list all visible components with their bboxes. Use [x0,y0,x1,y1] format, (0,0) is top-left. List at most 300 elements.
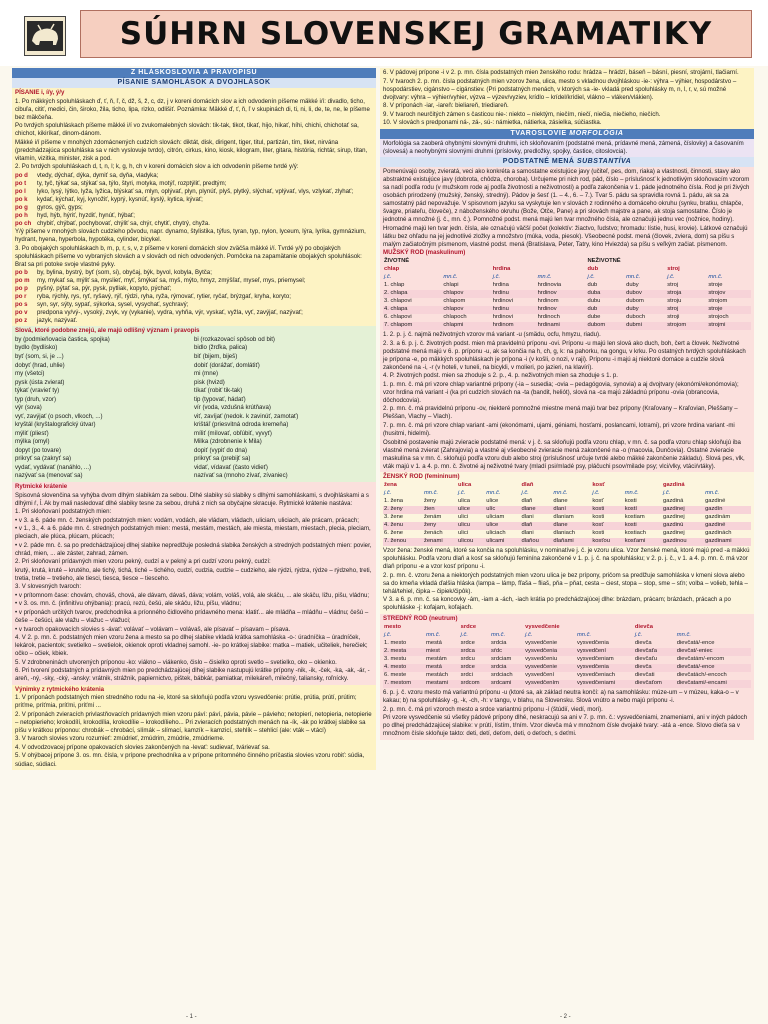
declension-cell: kosti [592,514,605,521]
hard-consonant-list [15,172,373,228]
declension-cell: srdciam [491,656,512,663]
declension-cell: dlaní [552,506,591,514]
rule-key: po s [15,301,28,309]
declension-cell: hrdina [492,282,509,289]
declension-cell: gazdinej [663,514,685,521]
rytmicke-rule-item: 2. Pri skloňovaní prídavných mien vzoru pekný, cudzí a v pekný a pri cudzí vzoru pekný, cudzí: [15,558,271,566]
rule-paragraph: Spisovná slovenčina sa vyhýba dvom dlhým slabikám za sebou. Dlhé slabiky sú slabiky s dlhými samohláskami, s dvojhláskami a s dlhými ŕ, ĺ. Ak by mali nasledovať dlhé slabiky tesne za sebou, druhá z nich sa obyčajne skracuje. Rytmické krátenie nastáva: [15,491,369,507]
declension-cell: dubmi [625,322,666,330]
declension-cell: hrdinov [537,290,587,298]
pattern-name: hrdina [492,266,511,273]
declension-cell: dubom [587,322,626,330]
declension-cell: vysvedčenia [576,664,634,672]
declension-cell: dlaň [520,522,552,530]
declension-cell: srdce [460,664,490,672]
declension-cell: hrdinami [537,322,587,330]
rytmicke-rule-item: 6. Pri tvorení podstatných a prídavných mien po predchádzajúcej dlhej slabike nastupujú krátke prípony -nik, -ik, -ček, -ka, -ak, -ár, -areň, -ný, -sky, -cký, -ansky: vrátnik, strážnik, papiernictvo, pištek, bábkár, pamiatkar, milekáreň, milečný, taliansky, roľnícky. [15,667,370,683]
homonym-i-item: bi (rozkazovací spôsob od bit) [194,335,275,343]
declension-cell: kosť [591,522,623,530]
singular-label: j.č. [384,490,392,497]
declension-cell: mestami [425,680,460,688]
declension-cell: dube [587,314,601,321]
homonym-i-item: pisk (hvizd) [194,378,225,386]
pattern-header-row [383,266,751,274]
declension-cell: srdcia [490,664,524,672]
homonyms-i-column [194,336,373,481]
homonym-y-item: byť (som, si, je ...) [15,353,64,360]
plural-label: mn.č. [426,632,441,639]
homonym-i-item: tíkať (robiť tik-tak) [194,387,243,395]
declension-cell: srdciach [491,672,513,679]
declension-cell: mestám [426,656,447,663]
rule-value: hyd, hýb, hýriť, hyzdiť, hynúť, hýbať; [37,211,135,219]
plural-label: mn.č. [576,632,592,639]
rule-value: my, mykať sa, mýliť sa, myslieť, myť, šmýkať sa, myš, mýto, hmyz, zmýšľať, myseľ, mys, priemysel; [37,277,306,285]
note-item: 4. P. životných podst. mien sa zhoduje s 2. p., 4. p. neživotných mien sa zhoduje s 1. p. [383,372,618,380]
note-item: Pri vzore vysvedčenie sú všetky pádové prípony dlhé, neskracujú sa ani v 7. p. mn. č.: vysvedčeniami, znameniami, ani v iných pádoch po dlhej predchádzajúcej slabike: v prútí, lístím, tŕním. Vzor dievča má v množnom čísle dvojaké tvary: -atá a -ence. Slovo dieťa sa v množnom čísle skloňuje takto: deti, detí, deťom, deti, o deťoch, s deťmi. [383,714,748,738]
homonym-y-item: výr (sova) [15,404,42,412]
declension-cell: kostiam [624,514,645,521]
homonym-i-item: vír (voda, vzdušná krútňava) [194,404,271,412]
declension-cell: 4. mesto [383,664,425,672]
pattern-name: stroj [667,266,680,273]
declension-cell: chlapoch [443,314,467,321]
declension-row [383,322,751,330]
plural-label: mn.č. [676,632,691,639]
declension-cell: stroj [666,306,707,314]
rytmicke-rule-item: • v 3. os. mn. č. (infinitívu ohýbania): pracú, rezú, češú, ale skáču, ližu, píšu, vládnu; [15,600,242,608]
declension-cell: ulice [485,522,520,530]
declension-cell: dlaňou [520,538,552,546]
declension-cell: vysvedčenie [524,664,576,672]
stredny-rod-notes [383,689,751,738]
declension-cell: ženách [423,530,443,537]
pattern-name: kosť [592,482,606,489]
plural-label: mn.č. [626,274,641,281]
declension-cell: strojmi [707,322,751,330]
declension-cell: hrdinovia [537,282,562,289]
rule-value: chybiť, chýbať, pochybovať, chýliť sa, chýr, chytiť, chytrý, chyža. [37,220,210,227]
plural-label: mn.č. [443,274,458,281]
declension-row [383,664,751,672]
rule-key: po v [15,309,28,317]
declension-cell: 2. chlapa [383,290,442,298]
declension-cell: hrdinovi [492,298,513,305]
declension-cell: dlaň [521,498,533,505]
declension-cell: kosti [624,522,662,530]
declension-cell: vysvedčeniami [576,680,634,688]
declension-cell: srdcami [490,680,524,688]
number-header-row [383,632,751,640]
rule-paragraph: 1. Po mäkkých spoluhláskach ď, ť, ň, ľ, č, dž, š, ž, c, dz, j v koreni domácich slov a ich odvodenín píšeme mäkké i/í: divadlo, ticho, cibuľa, citiť, medici, čin, široko, žila, ticho, lipa, rizko, odlišiť. Poznámka: Mäkké ď, ť, ň, ľ v skupinách di, ti, ni, li, de, te, ne, le píšeme bez mäkčeňa. [15,97,370,121]
rytmicke-rule-item: 4. V 2. p. mn. č. podstatných mien vzoru žena a mesto sa po dlhej slabike vkladá krátka samohláska -o-: úradníčka – úradníček, lekárok, pacientok; svetielko – svetielok, okienok oproti vkladnej samohl. -ie- po krátkej slabike: matka – matiek, učiteliek, herečiek; očko – očiek, kbiek. [15,634,368,658]
declension-row [383,298,751,306]
declension-cell: dievčatami/-encami [676,680,751,688]
rule-row [15,204,373,212]
declension-row [383,514,751,522]
declension-cell: dievčaťu [634,656,658,663]
homonym-y-item: pysk (ústa zvierat) [15,378,65,386]
declension-cell: kosti [592,530,605,537]
section-title-tvaroslovie [380,129,754,139]
declension-cell: vysvedčením [524,680,576,688]
note-item: 2. p. mn. č. má pri vzoroch mesto a srdce variantnú príponu -í (štúdií, viedí, mori). [383,705,603,713]
rule-key: po b [15,269,28,277]
declension-cell: stroj [667,282,679,289]
note-item: 2. 3. a 6. p. j. č. životných podst. mien má pravidelnú príponu -ovi. Príponu -u majú len slová ako duch, boh, čert a človek. Neživotné podstatné mená majú v 6. p. príponu -u, ak sa končia na h, ch, g, k: na pahorku, na gongu, v krku. Po ostatných tvrdých spoluhláskach je prípona -e, po mäkkých spoluhláskach je prípona -i (v košli, o nozi, v raji). Príponu -i majú aj niektoré domáce a cudzie slová zakončené na -i, -r (v hoteli, v tuneli, na bicykli, v molieri, po jazieri, na klavíri). [383,339,746,371]
continued-rule-item: 10. V slovách s predponami ná-, zá-, sú-: námietka, nátierka, zásielka, súčiastka. [383,119,602,127]
declension-cell: strojoch [708,314,729,321]
declension-cell: uliciach [486,530,506,537]
singular-label: j.č. [667,274,675,281]
rule-paragraph: Pomenúvajú osoby, zvieratá, veci ako konkréta a samostatne existujúce javy (učiteľ, pes, dom, riaka) a vlastnosti, činnosti, stavy ako abstraktné existujúce javy (dobrota, chôdza, choroba). Určujeme pri nich rod, pád, číslo – príslušnosť k jednotlivým skloňovacím vzorom sa nadí podľa rodu (v mužskom rode aj podľa životnosti a neživotnosti) a podľa zakončenia v 1. páde jednotného čísla. Rod je pri živých osobách prirodzený (mužský, ženský, stredný). Pádov je šesť (1. – 4., 6. – 7.). Tvar 5. pádu sa spravidla rovná 1. pádu, ak sa za samostatný pád nepovažuje. V spisovnom jazyku sa vyskytuje len v slovách z rodinného a domáceho okruhu (synku, bratku, chlapče, švagre, priateľu, človeče), z náboženského okruhu (Bože, Otče, Pane) a pri slovách majstre a pane, ak stoja samostatne. Číslo je jednotné a množné (j. č., mn. č.). Pomnožné podst. mená majú len tvar množného čísla, ale označujú jednu vec (nožnice, hodiny). Hromadné majú len tvar jedn. čísla, ale označujú väčší počet (kolektív: žiactvo, ľudstvo; hromadu: lístie, husi, krovie). Látkové označujú látku bez ohľadu na jej jednotlivé zložky a množstvo (múka, voda, piesok). Všeobecné podst. mená (človek, zviera, dom) sa píšu s malým začiatočným písmenom, vlastné podst. mená (Bratislava, Peter, Tatry, kino Hviezda) sa píšu s veľkým začiat. písmenom. [383,168,750,248]
declension-cell: dievčati [634,672,655,679]
plural-label: mn.č. [624,490,639,497]
rule-row [15,212,373,220]
declension-cell: hrdinoch [537,314,560,321]
declension-cell: dlani [521,530,534,537]
declension-cell: vysvedčeniu [525,656,558,663]
homonym-i-item: viť, zavíjať (nedok. k zavinúť, zamotať) [194,412,299,420]
declension-cell: dub [587,282,598,289]
section-subtitle-pisanie: PÍSANIE SAMOHLÁSOK A DVOJHLÁSOK [12,78,376,88]
rytmicke-rule-item: • v prítomnom čase: chovám, chováš, chová, ale dávam, dávaš, dáva; volám, voláš, volá, ale skáču, ... ale skáču, ližu, pišu, vládnu; [15,591,370,599]
singular-label: j.č. [521,490,529,497]
declension-cell: srdcia [491,640,507,647]
declension-cell: kosti [624,498,637,505]
vynimky-list [15,694,373,768]
declension-row [383,282,751,290]
declension-cell: vysvedčenia [576,640,609,647]
declension-cell: dievčatá/-ence [676,640,715,647]
declension-row [383,506,751,514]
declension-row [383,530,751,538]
vynimka-item: 1. V príponách podstatných mien stredného rodu na -ie, ktoré sa skloňujú podľa vzoru vysvedčenie: prútie, prútia, prútí, prútim; príťme, príťmia, príťmi, príťmí ... [15,694,357,710]
declension-row [383,306,751,314]
left-column [12,68,376,1012]
singular-label: j.č. [663,490,671,497]
rule-value: ryba, rýchly, rys, ryť, ryšavý, rýľ, rýdzi, ryha, ryža, rýmovať, rytier, ryčať, brýzgať, kryha, koryto; [37,293,291,301]
rule-paragraph: 2. Po tvrdých spoluhláskach d, t, n, l; k, g, h, ch v koreni domácich slov a ich odvodenín píšeme tvrdé y/ý: [15,163,299,171]
declension-cell: kosť [592,498,604,505]
declension-cell: 4. chlapa [383,306,442,314]
declension-cell: 1. chlap [384,282,405,289]
declension-cell: stroje [708,282,723,289]
stredny-rod-table [383,624,751,688]
pattern-header-row [383,482,751,490]
rytmicke-rules-list [15,508,373,683]
homonym-i-item: krištáľ (priesvitná odroda kremeňa) [194,421,289,429]
tvaroslovie-label: TVAROSLOVIE [510,129,567,137]
rule-row [15,293,373,301]
right-column [380,68,754,1012]
rytmicke-heading: Rytmické krátenie [15,482,68,490]
rytmicke-rule-item: • v 1., 3., 4. a 6. páde mn. č. stredných podstatných mien: mestá, mestám, mestách, ale miesta, miestam, miestach, plecia, pleciam, pleciach, ale plúca, plúcam, plúcach; [15,525,371,541]
rytmicke-rule-item: • v tvaroch opakovacích slovies s -ávať: volávať – volávam – volávaš, ale písavať – písavam – písava. [15,625,291,633]
plural-label: mn.č. [708,274,723,281]
rule-value: jazyk, nazývať. [37,317,78,325]
declension-row [383,640,751,648]
singular-label: j.č. [587,274,595,281]
declension-cell: kostiach [624,530,646,537]
muzsky-rod-heading: MUŽSKÝ ROD (maskulinum) [383,249,466,257]
homonym-y-item: by (podmieňovacia častica, spojka) [15,335,110,343]
note-item: 2. p. mn. č. vzoru žena a niektorých podstatných mien vzoru ulica je bez prípony, pričom sa predlžuje samohláska v kmeni slova alebo sa do kmeňa vkladá ďalšia hláska (lampa – lámp, fľaša – fliaš, pňa – pňat, cesta – ciest, stopa – stop, sme – sťn; volba – volieb, tehla – tehál/tehiel, čipka – čipiek/čipôk). [383,571,748,595]
declension-cell: srdce [460,640,475,647]
vynimky-heading: Výnimky z rytmického krátenia [15,685,105,693]
homonym-y-item: mýlka (omyl) [15,438,50,446]
declension-cell: duby [625,306,666,314]
page-number-right: - 2 - [560,1014,571,1020]
declension-row [383,648,751,656]
vynimka-item: 2. V príponách zvieracích privlastňovacích prídavných mien vzoru páví: páví, pávia, pávie – pávieho; netopierí, netopieria, netopierie – netopierieho; krokodílí, krokodília, krokodílie – krokodílieho... Pri zvieracích podstatných menách na -ík, -ák po krátkej slabike sa píšu v krátkou príponou: chrobák – chrobácí, slímák – slímací, kamzík – kamzicí, stehlík – stehlicí (ale: vták – vtácí) [15,710,372,734]
declension-cell: ulice [486,498,499,505]
declension-cell: gazdiná [663,498,684,505]
declension-cell: mestá [426,640,442,647]
note-item: 7. p. mn. č. má pri vzore chlap variant -ami (ekonómami, ujami, géniami, hosťami, poslancami, lotrami), pri vzore hrdina variant -mi (husitmi, hidelmi). [383,421,735,437]
rule-paragraph: Po tvrdých spoluhláskach píšeme mäkké i/í vo zvukomalebných slovách: tik-tak, tikot, tikať, hijo, hikať, híhi, chichi, chichotať sa, chichot, kikiríkať, dinom-dánom. [15,122,359,138]
muzsky-rod-notes [383,331,751,471]
declension-cell: gazdiné [705,498,726,505]
note-item: V 3. a 6. p. mn. č. sa koncovky -ám, -iam a -ách, -iach krátia po predchádzajúcej dlhe: brázdam, prácam; brázdach, prácach a po spoluhláske -j: kofajam, kofajach. [383,596,731,612]
rytmicke-rule-item: 1. Pri skloňovaní podstatných mien: [15,508,112,516]
rule-row [15,309,373,317]
rule-value: predpona vy/vý-, vysoký, zvyk, vy (vykanie), vydra, vyhňa, výr, vyskať, vyžla, vyť, zavýjať, nazývať; [37,309,303,317]
pattern-name: vysvedčenie [525,624,560,631]
declension-cell: strojom [666,322,707,330]
continued-rule-item: 6. V pádovej prípone -i v 2. p. mn. čísla podstatných mien ženského rodu: hrádza – hrádzí, báseň – básní, piesní, strojární, tlačiarní. [383,69,739,76]
note-item: 6. p. j. č. vzoru mesto má variantnú príponu -u (ktoré sa, ak základ neutra končí: a) na samohlásku: múze-um – v múzeu, kaka-o – v kakau; b) na spoluhlásky -g, -k, -ch, -h: v tangu, v blahu, na Slovensku. Slová vnútro a nebo majú príponu -i. [383,688,739,704]
rytmicke-kratenie-block [12,482,376,685]
declension-cell: dubov [625,290,666,298]
vynimka-item: 5. V ohýbacej prípone 3. os. mn. čísla, v prípone prechodníka a v prípone prítomného činného príčastia slovies vzoru robiť: súdia, súdiac, súdiaci. [15,752,365,768]
declension-cell: gazdinej [662,506,704,514]
homonym-y-item: nazývať sa (menovať sa) [15,472,83,480]
rule-row [15,285,373,293]
declension-cell: vysvedčenia [524,648,576,656]
declension-cell: chlapmi [442,322,491,330]
homonym-y-item: mýliť (pliesť) [15,429,49,437]
declension-cell: gazdinami [704,538,751,546]
vynimka-item: 4. V odvodzovacej prípone opakovacích slovies zakončených na -levať: sudievať, tvárievať sa. [15,743,270,751]
rule-value: ty, tyč, týkať sa, stýkať sa, týlo, štyri, motyka, motýľ, rozptýliť, predtým; [37,179,227,187]
singular-label: j.č. [492,274,501,281]
continued-rule-item: 7. V tvaroch 2. p. mn. čísla podstatných mien vzorov žena, ulica, mesto s vkladnou dvojhláskou -ie-: výhra – výhier, hospodárstvo – hospodárstiev, cigánstvo – cigánstiev. (Pri podstatných menách, v ktorých sa -ie- vkladá pred spoluhlásky m, n, l, r, v, sú možné dvojtvary: výhra – výhier/vyhier, výzva – výzev/vyziev, krídlo – krídel/krídiel, vlákno – vláken/vlákien). [383,77,737,101]
animate-label: ŽIVOTNÉ [384,258,410,265]
rule-row [15,317,373,325]
declension-cell: dievčatám/-encom [676,656,725,663]
declension-cell: ulici [458,514,469,521]
homonym-y-item: dobyť (hrad, uhlie) [15,361,65,369]
declension-row [383,672,751,680]
note-item: 1. p. mn. č. má pri vzore chlap variantné prípony (-ia – susedia; -ovia – pedagógovia, synovia) a aj dvojtvary (ekonómi/ekonómovia); vzor hrdina má variant -i (ka pri cudzích slovách na -ta (bandit, heliót), slová na -ca majú základnú príponu -ovia (obrancovia, dôchodcovia). [383,380,739,404]
note-item: 1. 2. p. j. č. najmä neživotných vzorov má variant -u (smädu, ocfu, hmyzu, riadu). [383,331,601,339]
plural-label: mn.č. [537,274,552,281]
declension-cell: 7. mestom [383,680,425,688]
pattern-name: gazdiná [663,482,685,489]
declension-row [383,522,751,530]
declension-cell: ženám [423,514,442,521]
pattern-name: chlap [384,266,400,273]
declension-cell: vysvedčeniach [576,672,615,679]
rule-key: po d [15,171,28,179]
homonym-i-item: vidať, vídavať (často vidieť) [194,463,268,471]
homonym-i-item: míliť (mílovať, obľúbiť, vyvyť) [194,429,272,437]
header [0,0,768,66]
rytmicke-rule-item: • v 3. a 6. páde mn. č. ženských podstatných mien: vodám, vodách, ale vládam, vládach, uliciam, uliciach, ale prácam, prácach; [15,516,359,524]
page-title: SÚHRN SLOVENSKEJ GRAMATIKY [80,10,752,58]
rule-key: po m [15,277,30,285]
declension-cell: ulíc [485,506,520,514]
zensky-rod-heading: ŽENSKÝ ROD (femininum) [383,473,460,481]
rule-paragraph: Mäkké i/í píšeme v mnohých zdomácnených cudzích slovách: diktát, disk, dirigent, tiger, titul, partizán, tím, tiket, nirvána (predchádzajúca spoluhláska sa v nich vyslovuje tvrdo), citrón, cirkus, kino, kiosk, kilogram, liter, gitara, história, richtár, sirup, titan, vitamín, vizitka, minister, zisk a pod. [15,138,368,162]
rule-value: pyšný, pýtať sa, pýr, pysk, pytliak, kopyto, pýchať; [37,285,172,293]
declension-row [383,538,751,546]
declension-cell: chlapom [443,298,466,305]
homonym-y-item: dopyt (po tovare) [15,446,62,454]
rule-row [15,172,373,180]
singular-label: j.č. [384,632,392,639]
declension-cell: dievčatá/-ence [676,664,751,672]
pisanie-i-y-block [12,88,376,326]
vynimky-block [12,685,376,770]
rule-paragraph: Morfológia sa zaoberá ohybnými slovnými druhmi, ich skloňovaním (podstatné mená, prídavné mená, zámená, číslovky) a časovaním (slovesá) a neohybnými slovnými druhmi (príslovky, predložky, spojky, častice, citoslovcia). [383,139,744,155]
homonym-i-item: mi (mne) [194,370,219,378]
declension-cell: strojom [708,298,728,305]
declension-cell: chlapov [442,306,491,314]
declension-cell: vysvedčení [525,672,555,679]
declension-cell: duboch [626,314,646,321]
declension-cell: srdca [460,648,490,656]
declension-cell: uliciam [486,514,505,521]
declension-cell: 6. meste [384,672,407,679]
declension-row [383,290,751,298]
rule-value: gyros, gýč, gyps; [37,203,83,211]
declension-cell: kosťou [591,538,623,546]
rytmicke-rule-item: • v príponách určitých tvarov, predchodníka a príonného čidlového prídavného mena: klatiť... ale mládňa – mládňu – vládnu; češú – češe – češúci, ale vlažu – vlažuc – vlažuci; [15,608,369,624]
declension-cell: stroja [666,290,707,298]
plural-label: mn.č. [553,490,568,497]
pisanie-heading: PÍSANIE i, í/y, ý/y [15,89,65,96]
homonyms-table [15,336,373,481]
declension-cell: kosti [591,506,623,514]
declension-cell: dlane [552,522,591,530]
rule-paragraph: 3. Po obojakých spoluhláskach b, m, p, r, s, v, z píšeme v koreni domácich slov zväčša mäkké i/í. Tvrdé y/ý po obojakých spoluhláskach píšeme vo vybraných slovách a v slovách od nich odvodených. Pomôcka na zapamätanie obojakých spoluhlások: Brat sa pri potoke svoje vlastné pyky. [15,244,362,268]
continued-rules-list [383,69,751,127]
plural-label: mn.č. [491,632,506,639]
vynimka-item: 3. V tvaroch slovies vzoru rozumieť: zmúdrieť, zmúdrim, zmúdrie, zmúdrieme. [15,735,225,743]
homonym-y-item: typ (druh, vzor) [15,395,56,403]
declension-cell: ulici [458,530,469,537]
inanimate-label: NEŽIVOTNÉ [587,258,621,265]
declension-cell: dievčatách/-encoch [676,672,727,679]
declension-row [383,498,751,506]
singular-label: j.č. [525,632,533,639]
declension-cell: sŕdc [490,648,524,656]
rule-key: po k [15,195,28,203]
declension-cell: vysvedčenie [525,640,558,647]
declension-cell: hrdinom [537,298,559,305]
rule-row [15,220,373,228]
rule-paragraph: Y/ý píšeme v mnohých slovách cudzieho pôvodu, napr. dynamo, štylistika, týfus, tyran, typ, nylon, lyceum, lýra, lyrika, gymnázium, hydrant, hyena, hyperbola, hypotéka, cylinder, bicykel. [15,228,366,244]
continued-rule-item: 8. V príponách -iar, -iareň: bieliareň, triediareň. [383,102,509,110]
declension-cell: dlaniach [553,530,576,537]
rule-key: po h [15,211,28,219]
rule-key: po p [15,285,28,293]
morfologia-intro [380,139,754,158]
declension-cell: chlapi [443,282,459,289]
zensky-rod-block [380,472,754,614]
declension-cell: dievčat/-eniec [676,648,751,656]
homonym-y-item: týkať (vravieť ty) [15,387,60,395]
declension-row [383,656,751,664]
declension-cell: stroji [667,314,680,321]
muzsky-rod-table [383,258,751,330]
declension-cell: hrdinom [492,322,537,330]
declension-cell: 4. ženu [383,522,423,530]
pattern-name: dlaň [521,482,534,489]
declension-cell: miest [425,648,460,656]
declension-cell: srdcom [460,680,490,688]
podstatne-mena-label: PODSTATNÉ MENÁ [502,158,575,166]
continued-rule-item: 9. V tvaroch neurčitých zámen s časticou nie-: niekto – niektým, niečím, niečí, niečia, niečieho, niečích. [383,110,661,118]
homonym-y-item: bydlo (bydlisko) [15,344,58,352]
homonym-i-item: bidlo (žrďka, palica) [194,344,248,352]
declension-row [383,314,751,322]
homonym-y-item: my (všetci) [15,370,45,378]
vybrane-slova-list [15,269,373,325]
declension-cell: gazdinách [705,530,732,537]
declension-cell: hrdinu [492,290,537,298]
pattern-name: mesto [384,624,402,631]
declension-cell: 1. žena [384,498,404,505]
singular-label: j.č. [384,274,392,281]
homonym-y-item: prikryť sa (zakryť sa) [15,455,72,463]
declension-cell: dlani [521,514,534,521]
number-header-row [383,274,751,282]
declension-cell: dlane [553,498,568,505]
declension-cell: 3. chlapovi [384,298,412,305]
homonym-y-item: vyť, zavýjať (o psoch, vlkoch, ...) [15,412,103,420]
homonyms-block [12,326,376,482]
declension-cell: 6. žene [384,530,404,537]
declension-row [383,680,751,688]
morfologia-label: MORFOLÓGIA [569,129,624,137]
homonym-y-item: vydať, vydávať (nanáhlo, ...) [15,463,92,471]
declension-cell: srdci [460,672,473,679]
rule-value: kydať, kýchať, kyj, kynožiť, kyprý, kysnúť, kyslý, kytica, kývať; [37,195,203,203]
declension-cell: gazdinám [705,514,731,521]
declension-cell: ulicu [457,522,485,530]
singular-label: j.č. [460,632,469,639]
singular-label: j.č. [592,490,600,497]
pattern-header-row [383,624,751,632]
rule-key: po z [15,317,28,325]
declension-cell: dlane [520,506,552,514]
note-item: Osobitné postavenie majú zvieracie podstatné mená: v j. č. sa skloňujú podľa vzoru chlap, v mn. č. sa podľa vzoru chlap skloňujú iba vlastné mená zvierat (Zahrajovia) a vlastné aj všeobecné zvieracie mená zakončené na -o (macovia, Dunčovia). Ostatné zvieracie maskulína sa v mn. č. skloňujú podľa vzoru dub alebo stroj (príslušnosť určuje tvrdé alebo mäkké zakončenie základu). Slová pes, vlk, vták majú v 1. a 4. p. mn. č. životné aj neživotné tvary (mladí psi/mladé psy, pláčuchi psov/milade psy; vlci/vlky, vtáci/vtáky). [383,438,745,470]
declension-cell: dievča [634,664,676,672]
declension-cell: srdcu [460,656,475,663]
homonyms-heading: Slová, ktoré podobne znejú, ale majú odlišný význam i pravopis [15,327,200,335]
declension-cell: ženy [423,522,457,530]
rule-row [15,180,373,188]
declension-cell: hrdinov [537,306,587,314]
rule-row [15,196,373,204]
declension-cell: ulicami [485,538,520,546]
declension-cell: 7. ženou [383,538,423,546]
homonyms-y-column [15,336,194,481]
bull-logo-icon [27,21,63,51]
